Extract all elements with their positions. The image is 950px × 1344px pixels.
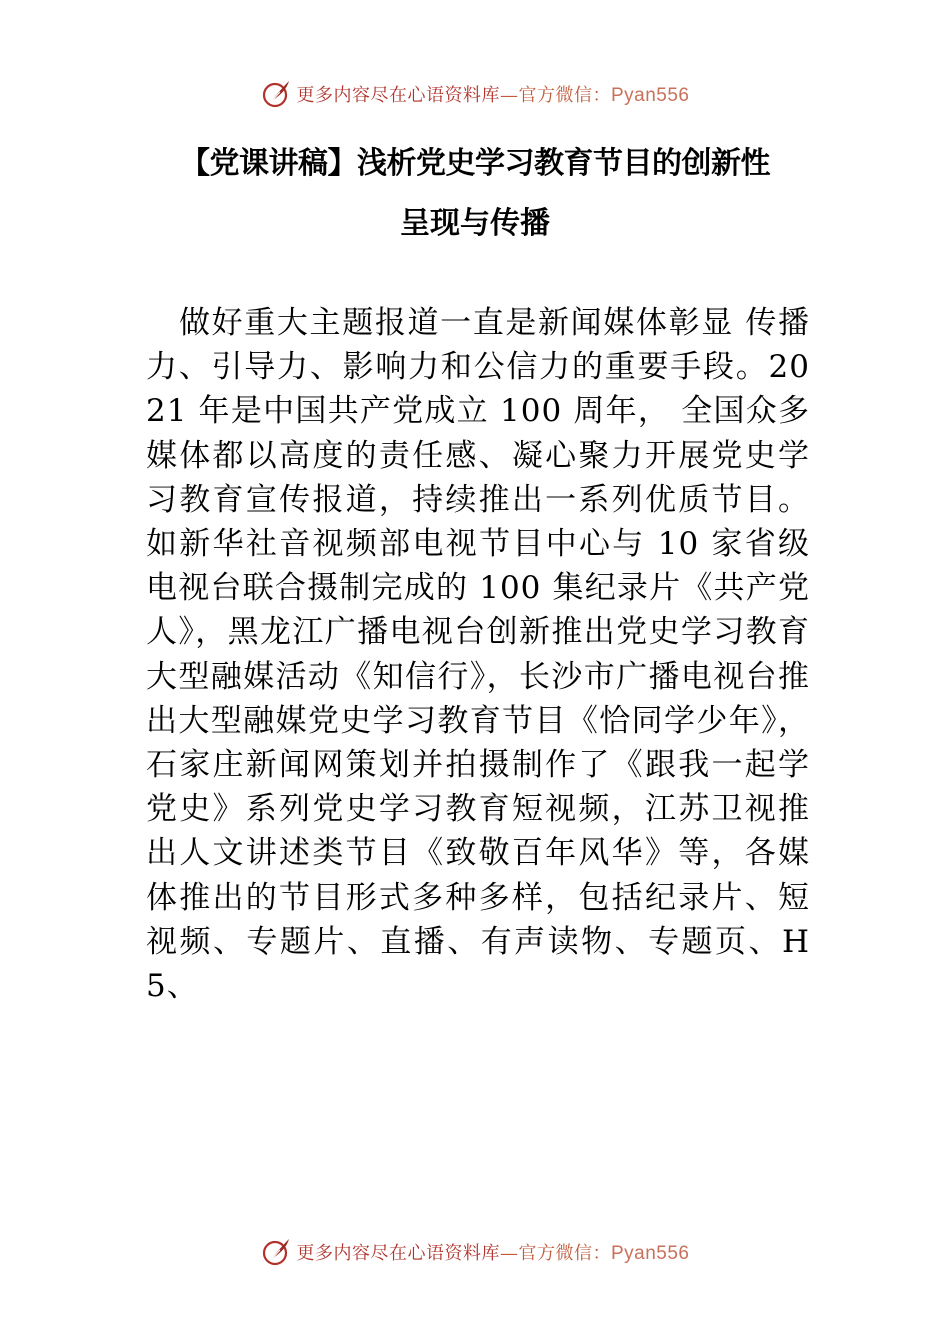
watermark-text: [296, 81, 689, 107]
footer-watermark: [0, 1232, 950, 1272]
watermark-wechat-label: —官方微信：: [499, 1243, 611, 1264]
watermark-wechat-label: —官方微信：: [499, 85, 611, 106]
quill-pen-logo-icon: [260, 78, 292, 110]
watermark-text: [296, 1239, 689, 1265]
watermark-library-name: 更多内容尽在心语资料库: [296, 85, 500, 106]
header-watermark: [0, 74, 950, 114]
watermark-library-name: 更多内容尽在心语资料库: [296, 1243, 500, 1264]
watermark-wechat-id: Pyan556: [610, 1243, 690, 1264]
watermark-wechat-id: Pyan556: [610, 85, 690, 106]
document-title-line-2: 呈现与传播: [400, 206, 550, 241]
quill-pen-logo-icon: [260, 1236, 292, 1268]
document-title-line-1: 【党课讲稿】浅析党史学习教育节目的创新性: [180, 146, 770, 181]
body-paragraph: 做好重大主题报道一直是新闻媒体彰显 传播力、引导力、影响力和公信力的重要手段。2021 年是中国共产党成立 100 周年， 全国众多媒体都以高度的责任感、凝心聚力开展党史学习教育宣传报道，持续推出一系列优质节目。如新华社音视频部电视节目中心与 10 家省级电视台联合摄制完成的 100 集纪录片《共产党人》，黑龙江广播电视台创新推出党史学习教育大型融媒活动《知信行》，长沙市广播电视台推出大型融媒党史学习教育节目《恰同学少年》，石家庄新闻网策划并拍摄制作了《跟我一起学党史》系列党史学习教育短视频，江苏卫视推出人文讲述类节目《致敬百年风华》等，各媒体推出的节目形式多种多样，包括纪录片、短视频、专题片、直播、有声读物、专题页、H5、: [146, 305, 810, 1005]
